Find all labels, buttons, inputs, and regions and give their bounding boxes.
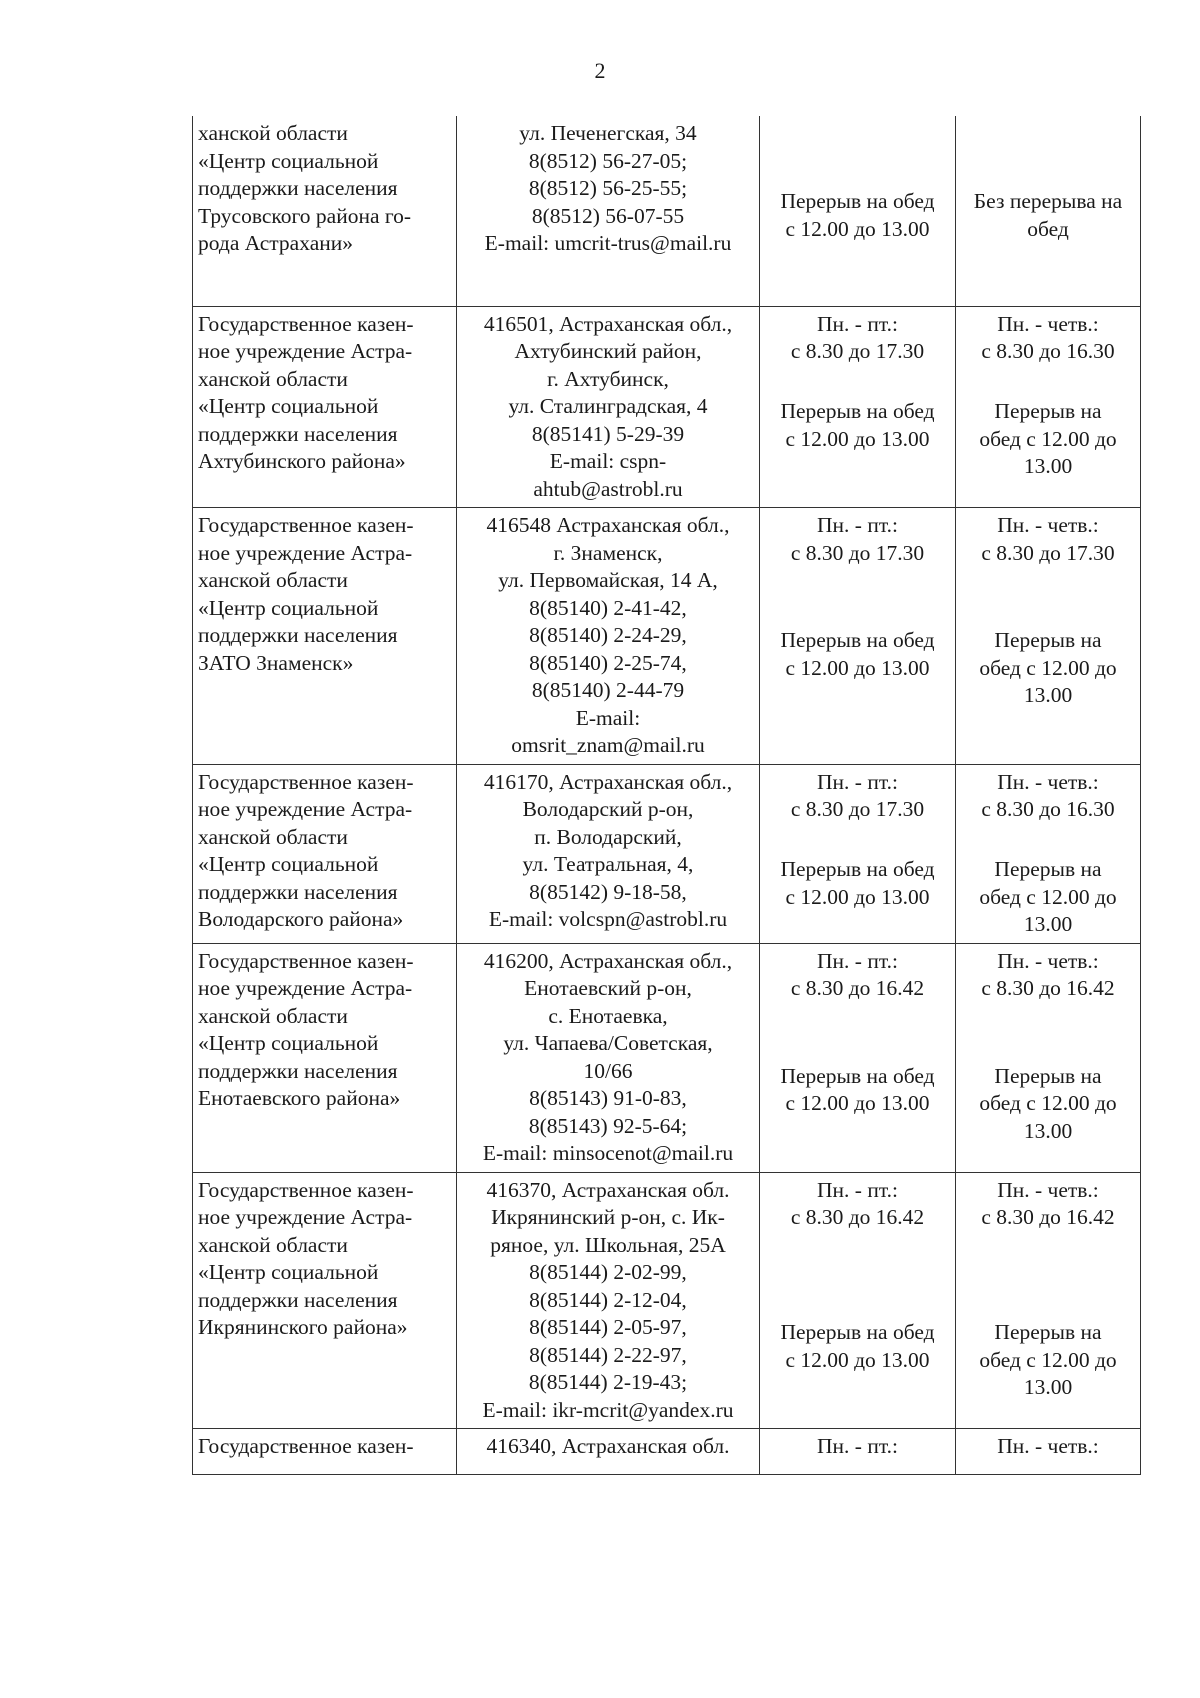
weekday-schedule-line: с 12.00 до 13.00 [785,1347,930,1372]
address-contacts-line: 8(85144) 2-05-97, [529,1315,687,1339]
address-contacts-line: E-mail: umcrit-trus@mail.ru [484,231,732,255]
short-day-schedule-line: Пн. - четв.: [997,1177,1099,1202]
organization-name-line: рода Астрахани» [198,231,353,255]
organization-name-line: поддержки населения [198,421,398,446]
organization-name-line: ЗАТО Знаменск» [198,650,354,675]
organization-name-line: поддержки населения [198,1287,398,1312]
weekday-schedule-line: с 12.00 до 13.00 [785,884,930,909]
weekday-schedule [760,116,956,306]
organization-name-line: поддержки населения [198,1058,398,1083]
address-contacts-line: ahtub@astrobl.ru [533,476,683,501]
organization-name [193,508,457,765]
organization-name-line: Государственное казен- [198,769,414,794]
short-day-schedule [956,1172,1141,1429]
address-contacts-line: 8(85144) 2-22-97, [529,1342,687,1367]
organization-name [193,943,457,1172]
weekday-schedule-line: с 8.30 до 17.30 [790,797,925,821]
short-day-schedule-line: Без перерыва на [973,189,1123,213]
short-day-schedule-line: обед с 12.00 до [979,1347,1117,1372]
weekday-schedule [760,1172,956,1429]
address-contacts-line: ул. Чапаева/Советская, [503,1031,713,1055]
address-contacts-line: 8(85140) 2-44-79 [531,678,685,702]
address-contacts-line: 8(85143) 91-0-83, [529,1086,687,1110]
weekday-schedule-line: Перерыв на обед [780,857,935,881]
short-day-schedule-line: обед с 12.00 до [979,426,1117,451]
address-contacts-line: E-mail: minsocenot@mail.ru [482,1141,734,1165]
weekday-schedule-line: с 8.30 до 16.42 [790,976,925,1000]
weekday-schedule-line: с 8.30 до 16.42 [790,1205,925,1229]
short-day-schedule-line: с 8.30 до 16.30 [981,797,1115,821]
address-contacts-line: 416200, Астраханская обл., [483,948,733,973]
address-contacts-line: 8(8512) 56-25-55; [528,176,688,200]
weekday-schedule-line: с 12.00 до 13.00 [785,426,930,451]
address-contacts-line: 8(85143) 92-5-64; [528,1113,688,1138]
address-contacts-line: 416370, Астраханская обл. [486,1177,730,1202]
organization-name [193,764,457,943]
organization-name-line: «Центр социальной [198,148,379,173]
address-contacts-line: 8(85144) 2-19-43; [528,1370,688,1394]
address-contacts-line: Икрянинский р-он, с. Ик- [491,1205,725,1229]
address-contacts-line: ул. Печенегская, 34 [519,121,697,145]
organization-name-line: ное учреждение Астра- [198,540,413,565]
organization-name-line: Государственное казен- [198,1434,414,1458]
weekday-schedule-line: Пн. - пт.: [817,1177,898,1202]
organization-name-line: ханской области [198,1003,348,1028]
address-contacts-line: 8(85142) 9-18-58, [529,879,687,904]
organization-name-line: ное учреждение Астра- [198,976,413,1000]
organization-name-line: Енотаевского района» [198,1086,401,1110]
address-contacts-line: 416501, Астраханская обл., [483,311,733,336]
weekday-schedule-line: Пн. - пт.: [817,1434,898,1458]
weekday-schedule [760,306,956,508]
short-day-schedule-line: с 8.30 до 16.42 [981,1205,1115,1229]
short-day-schedule-line: Пн. - четв.: [997,1434,1099,1458]
short-day-schedule [956,306,1141,508]
organization-name-line: Государственное казен- [198,311,414,336]
short-day-schedule-line: Пн. - четв.: [997,948,1099,973]
organization-name-line: Государственное казен- [198,513,414,537]
address-contacts-line: omsrit_znam@mail.ru [511,733,705,757]
address-contacts-line: 8(85141) 5-29-39 [531,421,685,446]
address-contacts-line: 8(85144) 2-02-99, [529,1260,687,1284]
address-contacts-line: 416170, Астраханская обл., [483,769,733,794]
short-day-schedule-line: 13.00 [1023,912,1073,936]
organization-name-line: «Центр социальной [198,595,379,620]
organization-name-line: «Центр социальной [198,394,379,418]
organization-name-line: ханской области [198,1232,348,1257]
address-contacts-line: Володарский р-он, [522,797,694,821]
address-contacts-line: E-mail: [575,705,641,730]
organization-name-line: поддержки населения [198,176,398,200]
offices-table [192,116,1141,1475]
address-contacts [457,116,760,306]
short-day-schedule-line: обед [1027,216,1069,241]
organization-name-line: «Центр социальной [198,1031,379,1055]
address-contacts [457,764,760,943]
short-day-schedule-line: обед с 12.00 до [979,655,1117,680]
table-row [193,1172,1141,1429]
weekday-schedule-line: Перерыв на обед [780,399,935,423]
address-contacts-line: г. Ахтубинск, [547,366,669,391]
weekday-schedule-line: Перерыв на обед [780,1320,935,1344]
short-day-schedule-line: Пн. - четв.: [997,769,1099,794]
address-contacts-line: 10/66 [583,1058,633,1083]
address-contacts-line: E-mail: ikr-mcrit@yandex.ru [482,1397,734,1422]
short-day-schedule [956,508,1141,765]
weekday-schedule [760,764,956,943]
table-row [193,943,1141,1172]
table-row [193,764,1141,943]
organization-name-line: Трусовского района го- [198,203,412,228]
organization-name-line: ное учреждение Астра- [198,797,413,821]
table-body [193,116,1141,1475]
weekday-schedule-line: с 12.00 до 13.00 [785,655,930,680]
page-number: 2 [594,58,606,83]
table-row [193,306,1141,508]
organization-name-line: ное учреждение Астра- [198,339,413,363]
short-day-schedule-line: с 8.30 до 16.30 [981,339,1115,363]
address-contacts-line: Енотаевский р-он, [524,976,692,1000]
address-contacts [457,943,760,1172]
short-day-schedule-line: Перерыв на [994,399,1102,423]
organization-name [193,1172,457,1429]
organization-name-line: ханской области [198,568,348,592]
weekday-schedule-line: Пн. - пт.: [817,513,898,537]
weekday-schedule-line: Перерыв на обед [780,189,935,213]
table-row [193,1429,1141,1475]
short-day-schedule-line: 13.00 [1023,683,1073,707]
short-day-schedule [956,764,1141,943]
short-day-schedule-line: обед с 12.00 до [979,1091,1117,1115]
table-row [193,508,1141,765]
address-contacts-line: 8(85144) 2-12-04, [529,1287,687,1312]
organization-name [193,116,457,306]
weekday-schedule-line: Пн. - пт.: [817,769,898,794]
weekday-schedule-line: с 8.30 до 17.30 [790,540,925,565]
weekday-schedule [760,943,956,1172]
address-contacts-line: 8(85140) 2-41-42, [529,595,687,620]
short-day-schedule-line: с 8.30 до 17.30 [981,540,1115,565]
address-contacts [457,508,760,765]
organization-name-line: ное учреждение Астра- [198,1205,413,1229]
address-contacts-line: 8(8512) 56-07-55 [531,203,685,228]
address-contacts-line: 416340, Астраханская обл. [486,1434,730,1458]
address-contacts-line: ряное, ул. Школьная, 25А [490,1232,726,1257]
address-contacts-line: г. Знаменск, [553,540,663,565]
short-day-schedule [956,116,1141,306]
organization-name [193,1429,457,1475]
address-contacts-line: 8(85140) 2-24-29, [529,623,687,647]
weekday-schedule-line: с 12.00 до 13.00 [785,1091,930,1115]
short-day-schedule-line: Перерыв на [994,628,1102,652]
address-contacts [457,1172,760,1429]
address-contacts-line: Ахтубинский район, [514,339,702,363]
organization-name [193,306,457,508]
address-contacts-line: E-mail: cspn- [549,449,667,473]
short-day-schedule-line: 13.00 [1023,1375,1073,1399]
address-contacts [457,1429,760,1475]
table-row [193,116,1141,306]
short-day-schedule-line: 13.00 [1023,1118,1073,1143]
organization-name-line: Государственное казен- [198,1177,414,1202]
short-day-schedule [956,943,1141,1172]
weekday-schedule-line: Пн. - пт.: [817,311,898,336]
weekday-schedule [760,1429,956,1475]
short-day-schedule-line: Пн. - четв.: [997,513,1099,537]
short-day-schedule-line: Пн. - четв.: [997,311,1099,336]
organization-name-line: «Центр социальной [198,852,379,876]
short-day-schedule-line: Перерыв на [994,1320,1102,1344]
short-day-schedule-line: обед с 12.00 до [979,884,1117,909]
address-contacts-line: ул. Первомайская, 14 А, [498,568,718,592]
organization-name-line: ханской области [198,824,348,849]
organization-name-line: Государственное казен- [198,948,414,973]
address-contacts-line: п. Володарский, [534,824,682,849]
weekday-schedule [760,508,956,765]
short-day-schedule-line: Перерыв на [994,857,1102,881]
organization-name-line: Ахтубинского района» [198,449,406,473]
organization-name-line: ханской области [198,366,348,391]
organization-name-line: поддержки населения [198,879,398,904]
weekday-schedule-line: с 12.00 до 13.00 [785,216,930,241]
address-contacts-line: ул. Сталинградская, 4 [508,394,708,418]
address-contacts-line: 8(85140) 2-25-74, [529,650,687,675]
address-contacts-line: E-mail: volcspn@astrobl.ru [488,907,728,931]
weekday-schedule-line: с 8.30 до 17.30 [790,339,925,363]
organization-name-line: Володарского района» [198,907,404,931]
short-day-schedule [956,1429,1141,1475]
short-day-schedule-line: 13.00 [1023,454,1073,478]
short-day-schedule-line: Перерыв на [994,1063,1102,1088]
weekday-schedule-line: Перерыв на обед [780,1063,935,1088]
organization-name-line: Икрянинского района» [198,1315,408,1339]
weekday-schedule-line: Пн. - пт.: [817,948,898,973]
short-day-schedule-line: с 8.30 до 16.42 [981,976,1115,1000]
address-contacts-line: с. Енотаевка, [548,1003,668,1028]
address-contacts-line: 8(8512) 56-27-05; [528,148,688,173]
address-contacts-line: 416548 Астраханская обл., [486,513,730,537]
organization-name-line: поддержки населения [198,623,398,647]
organization-name-line: «Центр социальной [198,1260,379,1284]
organization-name-line: ханской области [198,121,348,145]
address-contacts [457,306,760,508]
address-contacts-line: ул. Театральная, 4, [522,852,694,876]
weekday-schedule-line: Перерыв на обед [780,628,935,652]
